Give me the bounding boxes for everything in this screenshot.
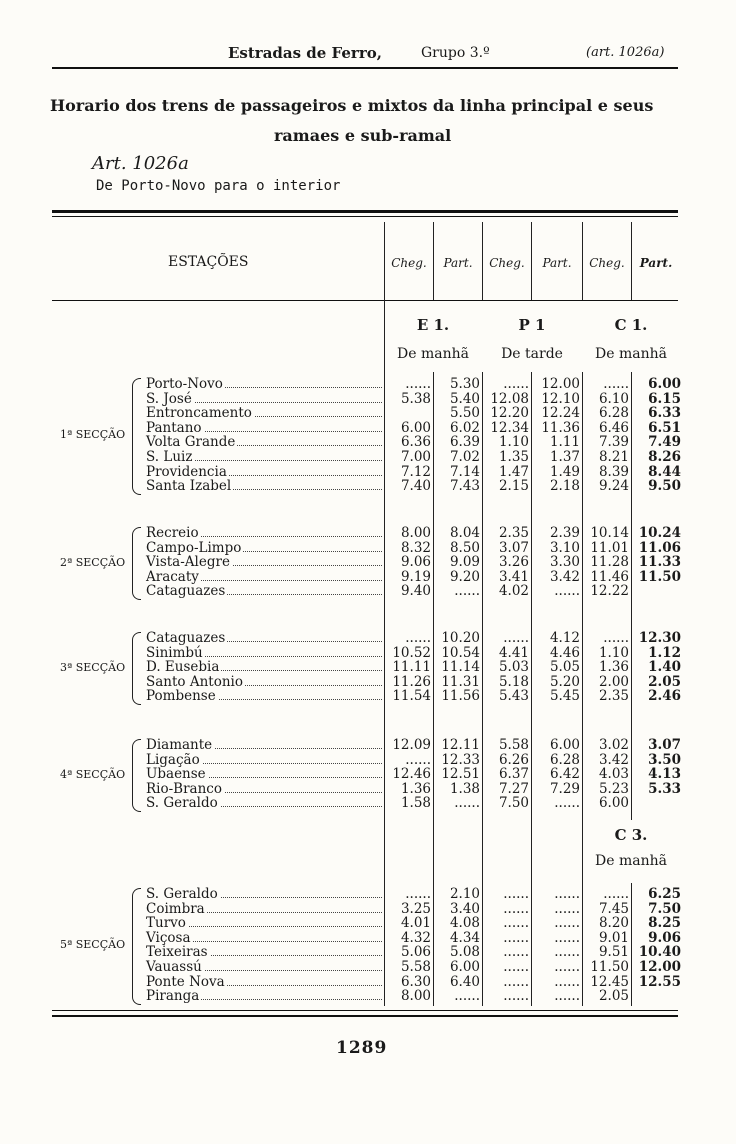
time-cell: 11.50 bbox=[590, 959, 629, 975]
time-cell: ...... bbox=[405, 886, 431, 902]
time-cell: 12.08 bbox=[490, 390, 529, 407]
time-cell: 3.07 bbox=[648, 737, 681, 753]
time-cell: ...... bbox=[554, 959, 580, 975]
time-cell: 9.06 bbox=[400, 554, 431, 571]
time-cell: 8.04 bbox=[449, 525, 480, 541]
time-cell: 10.14 bbox=[590, 525, 629, 541]
time-cell: 6.33 bbox=[648, 405, 681, 422]
time-cell: 8.50 bbox=[449, 539, 480, 556]
time-cell: ...... bbox=[554, 583, 580, 600]
time-cell: 12.00 bbox=[638, 959, 681, 975]
time-cell: 1.37 bbox=[549, 449, 580, 465]
station-name: S. Luiz bbox=[146, 449, 193, 465]
time-cell: 3.40 bbox=[449, 900, 480, 917]
time-cell: 10.52 bbox=[392, 644, 431, 661]
time-cell: 3.42 bbox=[598, 751, 629, 768]
time-cell: 5.43 bbox=[498, 688, 529, 705]
time-cell: 1.12 bbox=[648, 644, 681, 661]
time-cell: 5.18 bbox=[498, 673, 529, 690]
time-cell: 10.40 bbox=[638, 944, 681, 961]
station-name: Santa Izabel bbox=[146, 478, 232, 495]
section-label: 5ª SECÇÃO bbox=[60, 938, 126, 952]
col-divider bbox=[582, 222, 583, 300]
time-cell: ...... bbox=[503, 944, 529, 961]
time-cell: 8.44 bbox=[648, 463, 681, 480]
time-cell: 6.30 bbox=[400, 973, 431, 990]
table-top-rule-2 bbox=[52, 216, 678, 217]
time-cell: 8.26 bbox=[648, 449, 681, 465]
station-name: Providencia bbox=[146, 463, 227, 480]
col-c1-cheg: Cheg. bbox=[589, 256, 625, 270]
time-cell: 6.39 bbox=[449, 434, 480, 451]
time-cell: 1.49 bbox=[549, 463, 580, 480]
station-name: Aracaty bbox=[146, 568, 199, 585]
time-cell: 2.35 bbox=[598, 688, 629, 705]
time-cell: 12.33 bbox=[441, 751, 480, 768]
station-name: Recreio bbox=[146, 525, 199, 541]
group-label-e1: E 1. bbox=[416, 316, 450, 334]
time-cell: 4.32 bbox=[400, 929, 431, 946]
col-divider bbox=[531, 222, 532, 300]
time-cell: 8.00 bbox=[400, 525, 431, 541]
time-cell: 1.40 bbox=[648, 659, 681, 676]
time-cell: 6.42 bbox=[549, 766, 580, 783]
time-cell: 1.10 bbox=[498, 434, 529, 451]
time-cell: 7.50 bbox=[648, 900, 681, 917]
time-cell: 12.09 bbox=[392, 737, 431, 753]
time-cell: 5.03 bbox=[498, 659, 529, 676]
time-cell: 12.34 bbox=[490, 419, 529, 436]
time-cell: 4.08 bbox=[449, 915, 480, 932]
time-cell: 1.10 bbox=[598, 644, 629, 661]
time-cell: ...... bbox=[503, 915, 529, 932]
time-cell: 12.51 bbox=[441, 766, 480, 783]
col-e1-cheg: Cheg. bbox=[391, 256, 427, 270]
time-cell: 6.00 bbox=[598, 795, 629, 812]
time-cell: 3.41 bbox=[498, 568, 529, 585]
station-name: Coimbra bbox=[146, 900, 205, 917]
time-cell: 2.00 bbox=[598, 673, 629, 690]
station-name: Teixeiras bbox=[146, 944, 208, 961]
col-divider bbox=[631, 372, 632, 820]
running-header-ref: (art. 1026a) bbox=[586, 45, 665, 60]
time-cell: ...... bbox=[603, 886, 629, 902]
time-cell: 3.26 bbox=[498, 554, 529, 571]
station-name: Pombense bbox=[146, 688, 216, 705]
page-heading-line1: Horario dos trens de passageiros e mixtos da linha principal e seus bbox=[50, 96, 654, 115]
time-cell: 12.00 bbox=[541, 376, 580, 392]
header-rule bbox=[52, 67, 678, 69]
col-divider bbox=[531, 372, 532, 1006]
station-name: S. José bbox=[146, 390, 192, 407]
col-p1-part: Part. bbox=[542, 256, 572, 270]
time-cell: ...... bbox=[503, 886, 529, 902]
station-name: Vista-Alegre bbox=[146, 554, 230, 571]
time-cell: 6.51 bbox=[648, 419, 681, 436]
time-cell: 11.50 bbox=[638, 568, 681, 585]
time-cell: 6.25 bbox=[648, 886, 681, 902]
time-cell: ...... bbox=[503, 900, 529, 917]
time-cell: 1.36 bbox=[400, 780, 431, 797]
time-cell: 10.20 bbox=[441, 630, 480, 646]
time-cell: 5.06 bbox=[400, 944, 431, 961]
time-cell: 2.15 bbox=[498, 478, 529, 495]
time-cell: 8.25 bbox=[648, 915, 681, 932]
time-cell: 4.01 bbox=[400, 915, 431, 932]
station-name: Piranga bbox=[146, 988, 200, 1005]
time-cell: 3.10 bbox=[549, 539, 580, 556]
time-cell: ...... bbox=[554, 900, 580, 917]
time-cell: 7.39 bbox=[598, 434, 629, 451]
time-cell: 3.42 bbox=[549, 568, 580, 585]
time-cell: 9.40 bbox=[400, 583, 431, 600]
time-cell: 1.47 bbox=[498, 463, 529, 480]
station-name: Diamante bbox=[146, 737, 213, 753]
section-label: 2ª SECÇÃO bbox=[60, 555, 126, 569]
time-cell: 6.10 bbox=[598, 390, 629, 407]
station-name: Pantano bbox=[146, 419, 202, 436]
time-cell: ...... bbox=[503, 959, 529, 975]
time-cell: 3.07 bbox=[498, 539, 529, 556]
time-cell: 5.45 bbox=[549, 688, 580, 705]
time-cell: 5.05 bbox=[549, 659, 580, 676]
article-label: Art. 1026a bbox=[92, 153, 189, 174]
time-cell: 11.31 bbox=[441, 673, 480, 690]
time-cell: 9.51 bbox=[598, 944, 629, 961]
time-cell: 1.36 bbox=[598, 659, 629, 676]
time-cell: 4.13 bbox=[648, 766, 681, 783]
time-cell: 12.10 bbox=[541, 390, 580, 407]
time-cell: 11.06 bbox=[638, 539, 681, 556]
time-cell: ...... bbox=[503, 376, 529, 392]
time-cell: ...... bbox=[503, 988, 529, 1005]
time-cell: ...... bbox=[405, 376, 431, 392]
time-cell: 8.00 bbox=[400, 988, 431, 1005]
time-cell: 6.00 bbox=[549, 737, 580, 753]
station-name: Viçosa bbox=[146, 929, 191, 946]
time-cell: 12.45 bbox=[590, 973, 629, 990]
time-cell: 11.01 bbox=[590, 539, 629, 556]
time-cell: 5.20 bbox=[549, 673, 580, 690]
section-label: 3ª SECÇÃO bbox=[60, 660, 126, 674]
time-cell: ...... bbox=[454, 795, 480, 812]
time-cell: 4.34 bbox=[449, 929, 480, 946]
time-cell: 2.05 bbox=[648, 673, 681, 690]
time-cell: 7.12 bbox=[400, 463, 431, 480]
time-cell: ...... bbox=[554, 886, 580, 902]
col-divider bbox=[631, 883, 632, 1006]
time-cell: 10.24 bbox=[638, 525, 681, 541]
time-cell: 5.38 bbox=[400, 390, 431, 407]
time-cell: 3.30 bbox=[549, 554, 580, 571]
time-cell: 5.30 bbox=[449, 376, 480, 392]
time-cell: 3.50 bbox=[648, 751, 681, 768]
time-cell: 7.45 bbox=[598, 900, 629, 917]
time-cell: 9.19 bbox=[400, 568, 431, 585]
col-divider bbox=[433, 222, 434, 300]
time-cell: 12.11 bbox=[441, 737, 480, 753]
time-cell: 8.20 bbox=[598, 915, 629, 932]
time-cell: 2.39 bbox=[549, 525, 580, 541]
time-cell: 8.39 bbox=[598, 463, 629, 480]
station-name: Vauassú bbox=[146, 959, 202, 975]
time-cell: 5.58 bbox=[400, 959, 431, 975]
time-cell: ...... bbox=[503, 929, 529, 946]
time-cell: ...... bbox=[554, 915, 580, 932]
time-cell: 9.01 bbox=[598, 929, 629, 946]
time-cell: 11.11 bbox=[392, 659, 431, 676]
time-cell: 6.37 bbox=[498, 766, 529, 783]
section-brace bbox=[132, 888, 141, 1005]
time-cell: 2.05 bbox=[598, 988, 629, 1005]
time-cell: 12.30 bbox=[638, 630, 681, 646]
time-cell: 9.09 bbox=[449, 554, 480, 571]
time-cell: 5.23 bbox=[598, 780, 629, 797]
time-cell: 12.22 bbox=[590, 583, 629, 600]
time-cell: 9.06 bbox=[648, 929, 681, 946]
time-cell: 6.02 bbox=[449, 419, 480, 436]
station-name: Rio-Branco bbox=[146, 780, 222, 797]
table-bottom-rule-2 bbox=[52, 1015, 678, 1017]
section-brace bbox=[132, 739, 141, 812]
col-e1-part: Part. bbox=[443, 256, 473, 270]
time-cell: ...... bbox=[554, 944, 580, 961]
time-cell: 6.46 bbox=[598, 419, 629, 436]
time-cell: ...... bbox=[503, 630, 529, 646]
time-cell: 11.28 bbox=[590, 554, 629, 571]
time-cell: 3.25 bbox=[400, 900, 431, 917]
time-cell: 11.56 bbox=[441, 688, 480, 705]
time-cell: 4.02 bbox=[498, 583, 529, 600]
station-name: Cataguazes bbox=[146, 583, 226, 600]
time-cell: 7.14 bbox=[449, 463, 480, 480]
section-label: 4ª SECÇÃO bbox=[60, 767, 126, 781]
station-name: Ligação bbox=[146, 751, 200, 768]
station-name: Porto-Novo bbox=[146, 376, 223, 392]
time-cell: ...... bbox=[405, 630, 431, 646]
time-cell: 12.24 bbox=[541, 405, 580, 422]
time-cell: ...... bbox=[603, 376, 629, 392]
time-cell: ...... bbox=[554, 973, 580, 990]
time-cell: 6.00 bbox=[400, 419, 431, 436]
time-cell: 8.32 bbox=[400, 539, 431, 556]
col-divider bbox=[631, 222, 632, 300]
running-header-group: Grupo 3.º bbox=[421, 45, 490, 61]
time-cell: 4.41 bbox=[498, 644, 529, 661]
group-period-c1: De manhã bbox=[595, 346, 667, 362]
section-label: 1ª SECÇÃO bbox=[60, 428, 126, 442]
time-cell: 11.46 bbox=[590, 568, 629, 585]
time-cell: 1.58 bbox=[400, 795, 431, 812]
group-label-p1: P 1 bbox=[518, 316, 546, 334]
time-cell: 6.40 bbox=[449, 973, 480, 990]
group-label-c1: C 1. bbox=[614, 316, 648, 334]
time-cell: 1.38 bbox=[449, 780, 480, 797]
time-cell: 8.21 bbox=[598, 449, 629, 465]
time-cell: 9.50 bbox=[648, 478, 681, 495]
time-cell: 6.28 bbox=[549, 751, 580, 768]
time-cell: 4.03 bbox=[598, 766, 629, 783]
col-c1-part: Part. bbox=[639, 256, 673, 270]
page-number: 1289 bbox=[336, 1038, 388, 1058]
group-label-c3: C 3. bbox=[614, 826, 648, 844]
time-cell: 11.54 bbox=[392, 688, 431, 705]
time-cell: 10.54 bbox=[441, 644, 480, 661]
station-name: Volta Grande bbox=[146, 434, 236, 451]
table-top-rule bbox=[52, 210, 678, 213]
time-cell: 6.00 bbox=[449, 959, 480, 975]
time-cell: ...... bbox=[454, 988, 480, 1005]
time-cell: 7.02 bbox=[449, 449, 480, 465]
station-name: S. Geraldo bbox=[146, 886, 218, 902]
time-cell: ...... bbox=[554, 988, 580, 1005]
station-name: S. Geraldo bbox=[146, 795, 218, 812]
time-cell: 11.26 bbox=[392, 673, 431, 690]
station-name: Santo Antonio bbox=[146, 673, 243, 690]
station-name: Campo-Limpo bbox=[146, 539, 242, 556]
station-name: D. Eusebia bbox=[146, 659, 220, 676]
time-cell: ...... bbox=[603, 630, 629, 646]
time-cell: 2.18 bbox=[549, 478, 580, 495]
group-period-c3: De manhã bbox=[595, 853, 667, 869]
time-cell: 7.29 bbox=[549, 780, 580, 797]
time-cell: 3.02 bbox=[598, 737, 629, 753]
time-cell: ...... bbox=[454, 583, 480, 600]
time-cell: 6.00 bbox=[648, 376, 681, 392]
station-name: Cataguazes bbox=[146, 630, 226, 646]
time-cell: 11.33 bbox=[638, 554, 681, 571]
time-cell: 5.40 bbox=[449, 390, 480, 407]
stations-header: ESTAÇÕES bbox=[168, 254, 249, 270]
time-cell: 7.50 bbox=[498, 795, 529, 812]
time-cell: 12.55 bbox=[638, 973, 681, 990]
article-direction: De Porto-Novo para o interior bbox=[96, 178, 341, 194]
time-cell: 1.35 bbox=[498, 449, 529, 465]
time-cell: 2.46 bbox=[648, 688, 681, 705]
time-cell: 5.08 bbox=[449, 944, 480, 961]
time-cell: ...... bbox=[554, 795, 580, 812]
time-cell: ...... bbox=[554, 929, 580, 946]
time-cell: 6.15 bbox=[648, 390, 681, 407]
time-cell: 7.27 bbox=[498, 780, 529, 797]
time-cell: 6.36 bbox=[400, 434, 431, 451]
running-header-title: Estradas de Ferro, bbox=[228, 44, 382, 62]
time-cell: 5.50 bbox=[449, 405, 480, 422]
col-p1-cheg: Cheg. bbox=[489, 256, 525, 270]
time-cell: 4.12 bbox=[549, 630, 580, 646]
time-cell: ...... bbox=[503, 973, 529, 990]
time-cell: 9.20 bbox=[449, 568, 480, 585]
station-name: Ubaense bbox=[146, 766, 206, 783]
time-cell: 7.49 bbox=[648, 434, 681, 451]
time-cell: 7.43 bbox=[449, 478, 480, 495]
time-cell: 12.20 bbox=[490, 405, 529, 422]
time-cell: 5.33 bbox=[648, 780, 681, 797]
time-cell: 9.24 bbox=[598, 478, 629, 495]
time-cell: 4.46 bbox=[549, 644, 580, 661]
section-brace bbox=[132, 378, 141, 495]
time-cell: 2.35 bbox=[498, 525, 529, 541]
time-cell: 11.36 bbox=[541, 419, 580, 436]
time-cell: ...... bbox=[405, 751, 431, 768]
station-name: Turvo bbox=[146, 915, 186, 932]
station-name: Sinimbú bbox=[146, 644, 203, 661]
time-cell: 7.00 bbox=[400, 449, 431, 465]
station-name: Entroncamento bbox=[146, 405, 252, 422]
time-cell: 2.10 bbox=[449, 886, 480, 902]
col-divider bbox=[482, 222, 483, 300]
section-brace bbox=[132, 632, 141, 705]
time-cell: 6.28 bbox=[598, 405, 629, 422]
time-cell: 5.58 bbox=[498, 737, 529, 753]
section-brace bbox=[132, 527, 141, 600]
time-cell: 11.14 bbox=[441, 659, 480, 676]
page-heading-line2: ramaes e sub-ramal bbox=[274, 126, 452, 145]
time-cell: 7.40 bbox=[400, 478, 431, 495]
table-header-rule bbox=[52, 300, 678, 301]
station-name: Ponte Nova bbox=[146, 973, 225, 990]
time-cell: 12.46 bbox=[392, 766, 431, 783]
group-period-p1: De tarde bbox=[501, 346, 563, 362]
time-cell: 6.26 bbox=[498, 751, 529, 768]
group-period-e1: De manhã bbox=[397, 346, 469, 362]
time-cell: 1.11 bbox=[549, 434, 580, 451]
table-bottom-rule bbox=[52, 1010, 678, 1011]
